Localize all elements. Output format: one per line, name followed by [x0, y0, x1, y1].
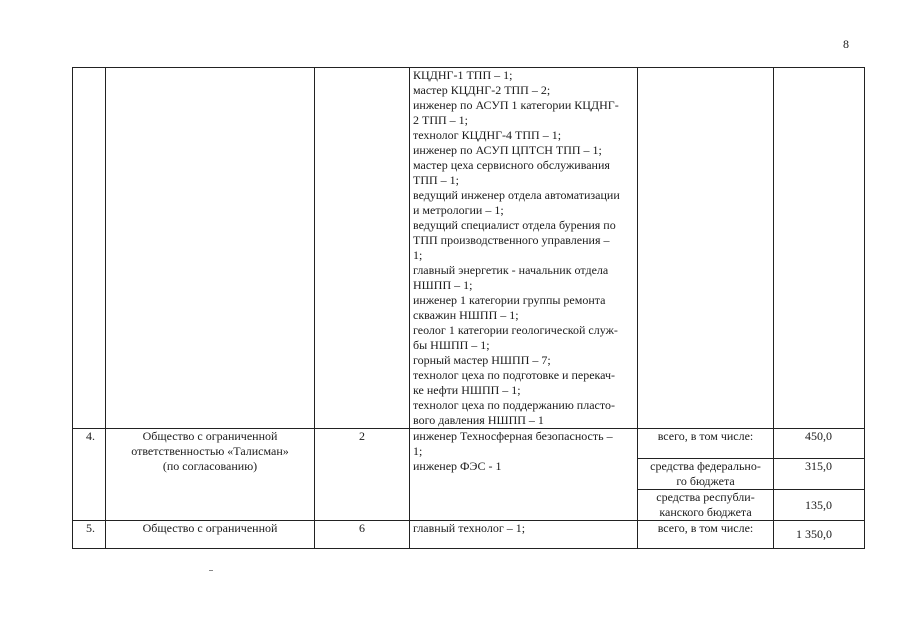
position-line: главный энергетик - начальник отдела: [413, 263, 609, 277]
cell-num-continuation: [73, 68, 106, 429]
position-count: 6: [315, 521, 410, 549]
cell-org-continuation: [106, 68, 315, 429]
cell-financing-continuation: [638, 68, 774, 429]
position-line: инженер ФЭС - 1: [413, 459, 502, 473]
organization-name: [106, 429, 315, 521]
position-line: и метрологии – 1;: [413, 203, 504, 217]
organization-line: Общество с ограниченной: [142, 521, 278, 535]
positions-list: [410, 521, 638, 549]
positions-list-continuation: [410, 68, 638, 429]
organization-name: [106, 521, 315, 549]
financing-source: [638, 459, 774, 490]
position-line: ведущий специалист отдела бурения по: [413, 218, 616, 232]
cell-count-continuation: [315, 68, 410, 429]
position-line: мастер КЦДНГ-2 ТПП – 2;: [413, 83, 551, 97]
position-line: вого давления НШПП – 1: [413, 413, 544, 427]
position-line: инженер по АСУП ЦПТСН ТПП – 1;: [413, 143, 602, 157]
organization-line: (по согласованию): [162, 459, 258, 473]
position-line: горный мастер НШПП – 7;: [413, 353, 551, 367]
position-line: инженер 1 категории группы ремонта: [413, 293, 606, 307]
financing-source-line: го бюджета: [676, 474, 735, 488]
position-count: 2: [315, 429, 410, 521]
financing-source: [638, 429, 774, 459]
allocation-table: [72, 67, 865, 549]
position-line: НШПП – 1;: [413, 278, 473, 292]
table-row-4: [73, 429, 865, 459]
position-line: технолог цеха по поддержанию пласто-: [413, 398, 615, 412]
position-line: технолог КЦДНГ-4 ТПП – 1;: [413, 128, 562, 142]
financing-source: [638, 521, 774, 549]
position-line: инженер по АСУП 1 категории КЦДНГ-: [413, 98, 619, 112]
positions-list: [410, 429, 638, 521]
financing-source-line: канского бюджета: [659, 505, 752, 519]
financing-amount: 315,0: [774, 459, 865, 490]
position-line: инженер Техносферная безопасность –: [413, 429, 613, 443]
position-line: ведущий инженер отдела автоматизации: [413, 188, 620, 202]
financing-source: [638, 490, 774, 521]
financing-amount: 135,0: [774, 490, 865, 521]
position-line: ке нефти НШПП – 1;: [413, 383, 521, 397]
financing-source-line: средства федерально-: [650, 459, 761, 473]
page-number: 8: [843, 37, 849, 51]
position-line: 2 ТПП – 1;: [413, 113, 468, 127]
position-line: КЦДНГ-1 ТПП – 1;: [413, 68, 513, 82]
position-line: бы НШПП – 1;: [413, 338, 490, 352]
position-line: главный технолог – 1;: [413, 521, 526, 535]
financing-source-line: средства республи-: [656, 490, 755, 504]
position-line: ТПП – 1;: [413, 173, 459, 187]
row-number: 4.: [73, 429, 106, 521]
financing-source-line: всего, в том числе:: [657, 521, 754, 535]
organization-line: Общество с ограниченной: [142, 429, 278, 443]
position-line: 1;: [413, 444, 423, 458]
position-line: скважин НШПП – 1;: [413, 308, 519, 322]
table-row-continuation: [73, 68, 865, 429]
table-row-5: [73, 521, 865, 549]
financing-source-line: всего, в том числе:: [657, 429, 754, 443]
scan-mark: [209, 570, 213, 571]
position-line: технолог цеха по подготовке и перекач-: [413, 368, 616, 382]
cell-amount-continuation: [774, 68, 865, 429]
organization-line: ответственностью «Талисман»: [131, 444, 289, 458]
position-line: ТПП производственного управления –: [413, 233, 610, 247]
position-line: 1;: [413, 248, 423, 262]
position-line: мастер цеха сервисного обслуживания: [413, 158, 610, 172]
financing-amount: 1 350,0: [774, 521, 865, 549]
position-line: геолог 1 категории геологической служ-: [413, 323, 618, 337]
financing-amount: 450,0: [774, 429, 865, 459]
row-number: 5.: [73, 521, 106, 549]
